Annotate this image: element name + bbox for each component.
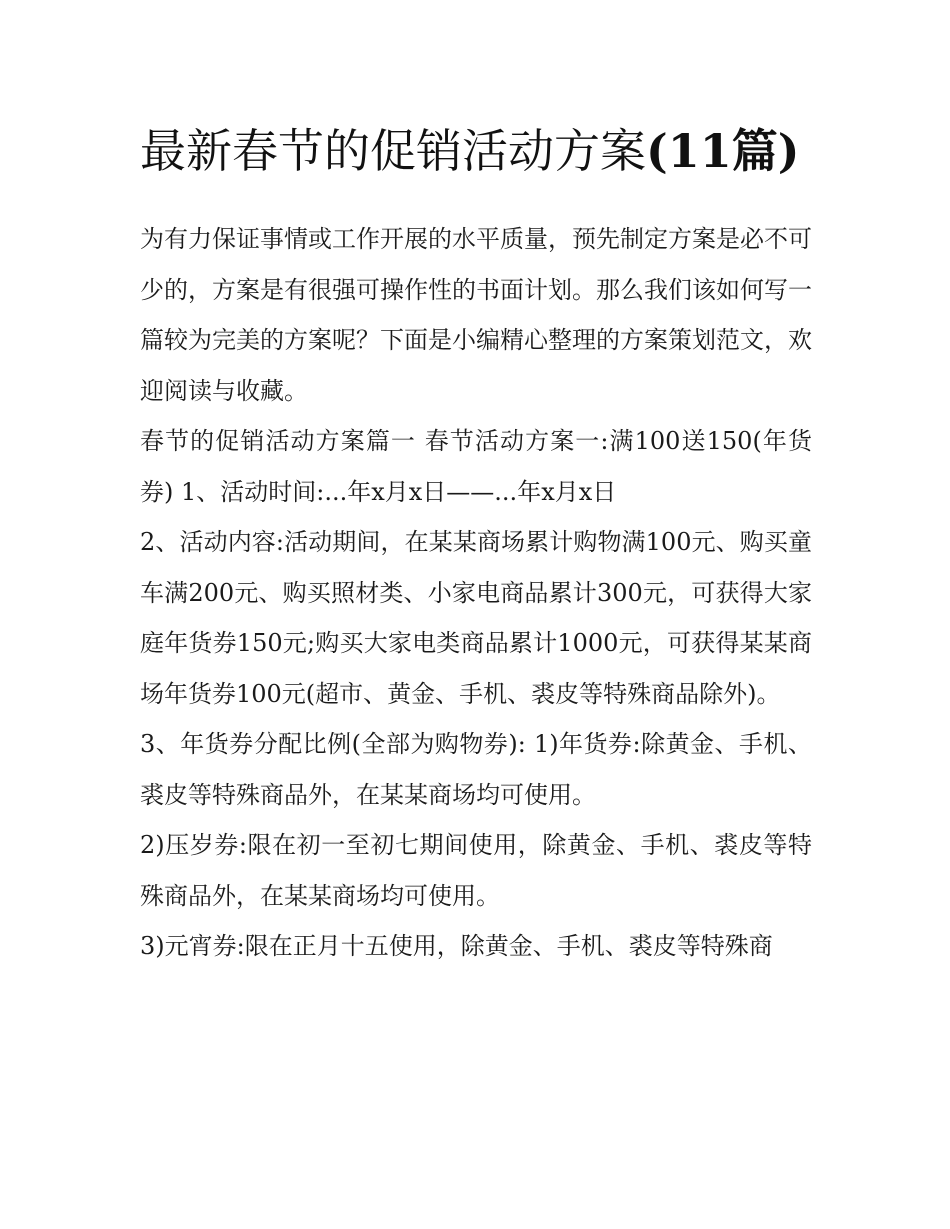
paragraph-lantern-voucher: 3)元宵券:限在正月十五使用，除黄金、手机、裘皮等特殊商 bbox=[140, 932, 773, 960]
title-main: 最新春节的促销活动方案 bbox=[140, 124, 646, 178]
paragraph-plan-one: 春节的促销活动方案篇一 春节活动方案一:满100送150(年货券) 1、活动时间:...年x月x日——...年x月x日 bbox=[140, 427, 812, 506]
document-page bbox=[140, 112, 812, 972]
paragraph-activity-content: 2、活动内容:活动期间，在某某商场累计购物满100元、购买童车满200元、购买照材类、小家电商品累计300元，可获得大家庭年货券150元;购买大家电类商品累计1000元，可获得某某商场年货券100元(超市、黄金、手机、裘皮等特殊商品除外)。 bbox=[140, 528, 812, 708]
paragraph-intro: 为有力保证事情或工作开展的水平质量，预先制定方案是必不可少的，方案是有很强可操作性的书面计划。那么我们该如何写一篇较为完美的方案呢？下面是小编精心整理的方案策划范文，欢迎阅读与收藏。 bbox=[140, 225, 812, 405]
paragraph-voucher-ratio: 3、年货券分配比例(全部为购物券): 1)年货券:除黄金、手机、裘皮等特殊商品外，在某某商场均可使用。 bbox=[140, 730, 812, 809]
paragraph-lucky-money-voucher: 2)压岁券:限在初一至初七期间使用，除黄金、手机、裘皮等特殊商品外，在某某商场均可使用。 bbox=[140, 831, 812, 910]
document-title bbox=[140, 112, 812, 190]
title-suffix: (11篇) bbox=[646, 124, 800, 178]
